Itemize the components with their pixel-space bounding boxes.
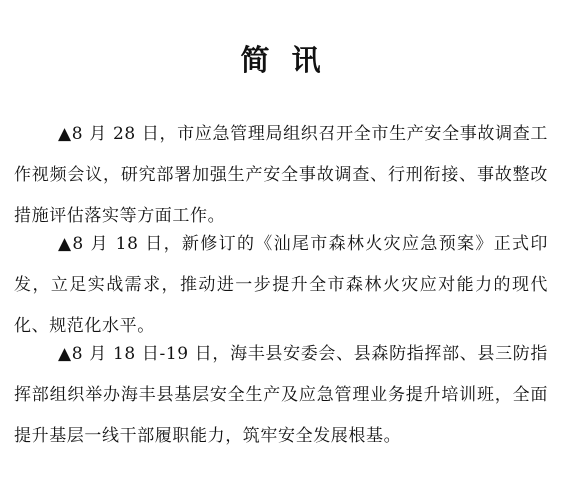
- page-title: 简讯: [240, 43, 343, 77]
- news-item-1: ▲8 月 28 日，市应急管理局组织召开全市生产安全事故调查工作视频会议，研究部署加强生产安全事故调查、行刑衔接、事故整改措施评估落实等方面工作。: [14, 124, 548, 226]
- news-item-2: ▲8 月 18 日，新修订的《汕尾市森林火灾应急预案》正式印发，立足实战需求，推动进一步提升全市森林火灾应对能力的现代化、规范化水平。: [14, 234, 548, 336]
- news-item-3: ▲8 月 18 日-19 日，海丰县安委会、县森防指挥部、县三防指挥部组织举办海丰县基层安全生产及应急管理业务提升培训班，全面提升基层一线干部履职能力，筑牢安全发展根基。: [14, 344, 548, 446]
